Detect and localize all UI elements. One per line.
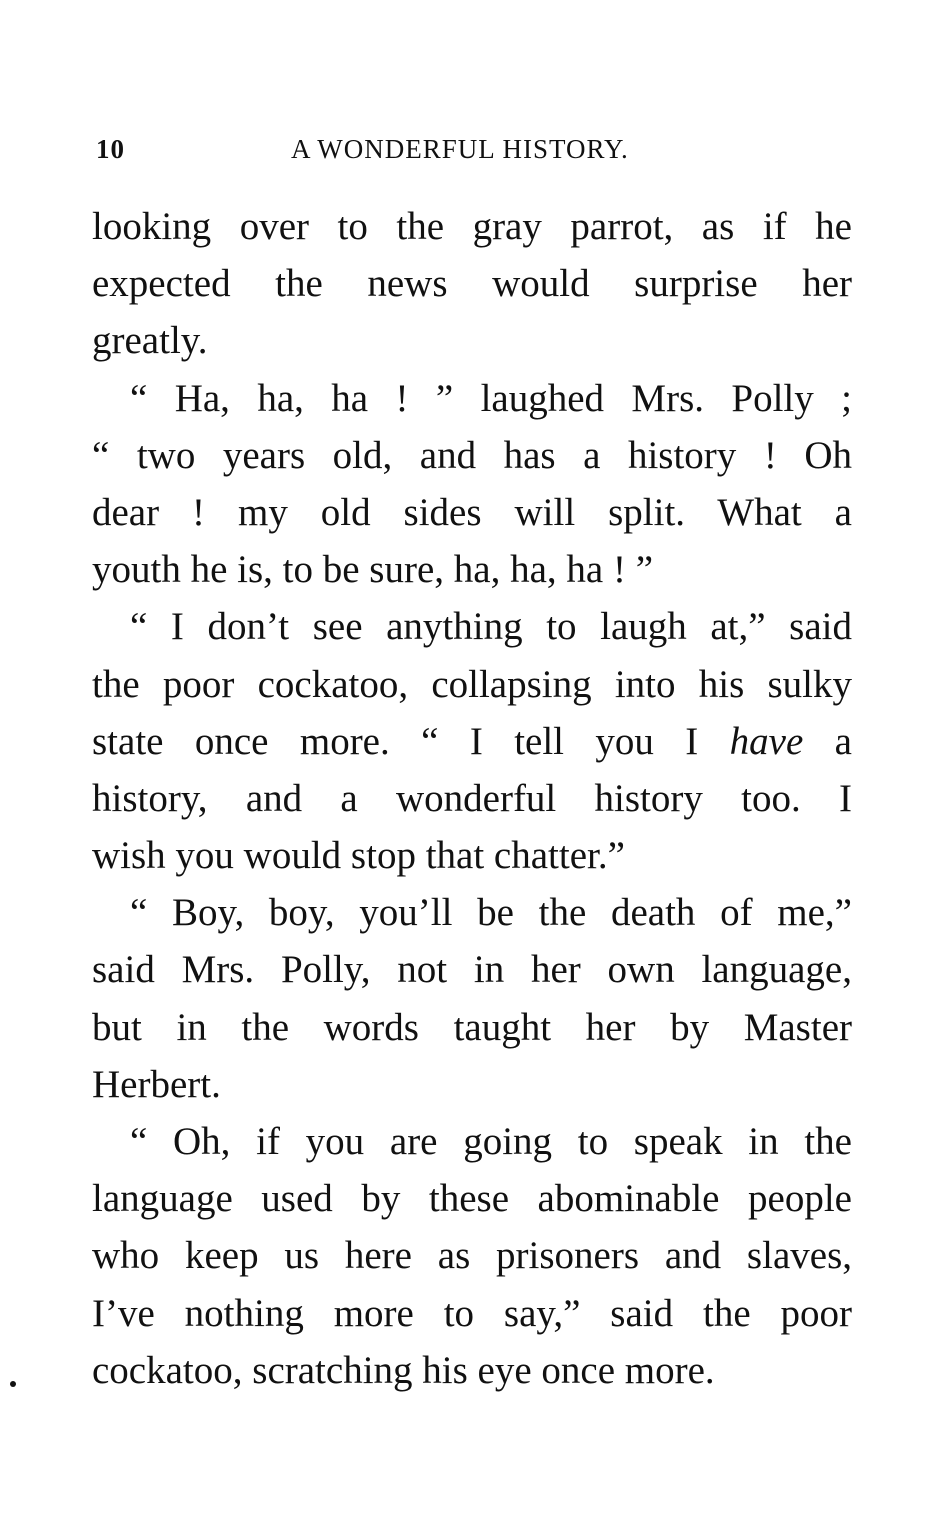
body-text [92,198,852,1399]
ink-speck [10,1381,16,1387]
text-line: wish you would stop that chatter.” [92,834,625,878]
text-line: “ Oh, if you are going to speak in the [130,1120,852,1163]
text-line: greatly. [92,319,208,363]
text-line: Herbert. [92,1062,221,1106]
text-line: looking over to the gray parrot, as if he [92,205,852,248]
running-title: A WONDERFUL HISTORY. [291,134,629,164]
emphasis-word: have [729,719,804,763]
text-line: “ Ha, ha, ha ! ” laughed Mrs. Polly ; [130,376,852,420]
paragraph [92,598,852,884]
text-line: I’ve nothing more to say,” said the poor [92,1291,852,1335]
text-segment: a [803,719,852,763]
text-line: expected the news would surprise her [92,262,852,306]
text-line: cockatoo, scratching his eye once more. [92,1348,715,1392]
text-segment: state once more. “ I tell you I [92,719,730,763]
text-line: youth he is, to be sure, ha, ha, ha ! ” [92,548,654,592]
text-line-with-emphasis [92,713,852,770]
paragraph [92,1113,852,1399]
text-line: language used by these abominable people [92,1177,852,1221]
text-line: “ two years old, and has a history ! Oh [92,433,852,477]
text-line: but in the words taught her by Master [92,1005,852,1049]
text-line: dear ! my old sides will split. What a [92,490,852,534]
page-number: 10 [96,134,125,164]
paragraph [92,370,852,599]
text-line: “ I don’t see anything to laugh at,” said [130,605,852,649]
running-head [96,134,666,174]
paragraph [92,198,852,370]
text-line: who keep us here as prisoners and slaves, [92,1234,852,1278]
text-line: the poor cockatoo, collapsing into his sulky [92,662,852,706]
text-line: “ Boy, boy, you’ll be the death of me,” [130,891,852,935]
text-line: history, and a wonderful history too. I [92,776,852,820]
paragraph [92,884,852,1113]
text-line: said Mrs. Polly, not in her own language, [92,948,852,992]
